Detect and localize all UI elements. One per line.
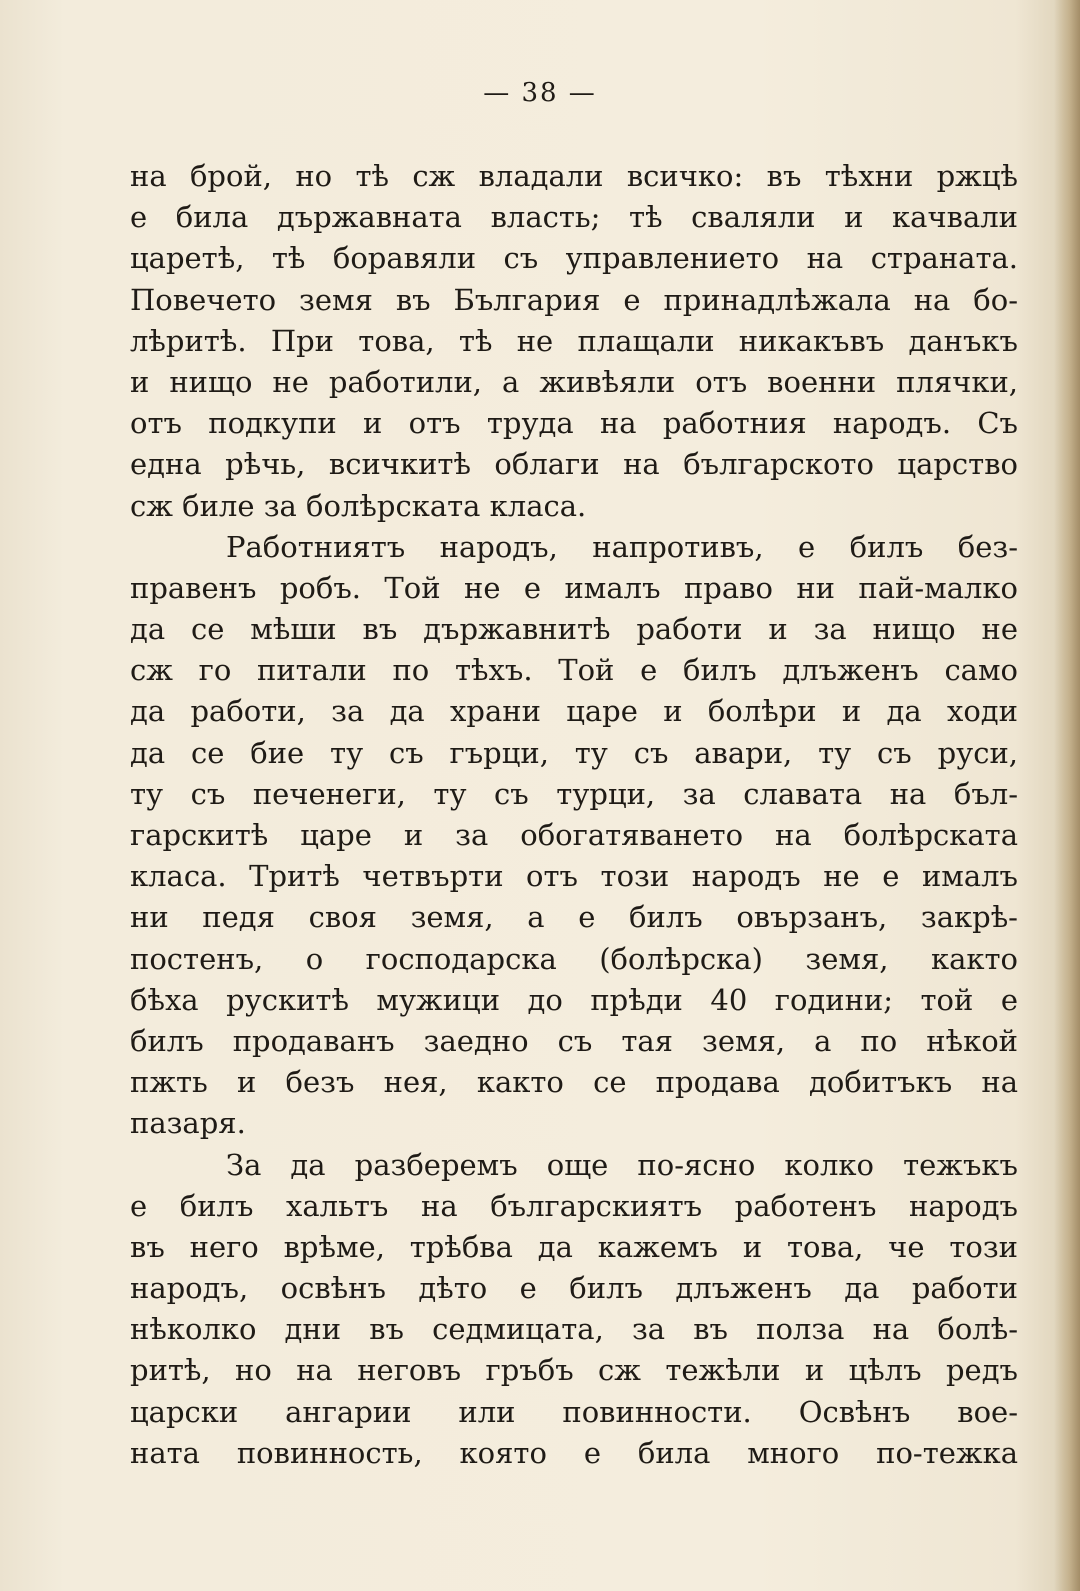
text-line: нѣколко дни въ седмицата, за въ полза на болѣ- [130,1312,1018,1347]
text-line: Повечето земя въ България е принадлѣжала на бо- [130,282,1018,317]
text-line: и нищо не работили, а живѣяли отъ военни плячки, [130,364,1018,399]
text-line: ритѣ, но на неговъ гръбъ сж тежѣли и цѣлъ редъ [130,1353,1018,1388]
text-line: да работи, за да храни царе и болѣри и да ходи [130,694,1018,729]
text-line: ту съ печенеги, ту съ турци, за славата на бъл- [130,776,1018,811]
text-line: ната повинность, която е била много по-тежка [130,1435,1018,1470]
text-line: царетѣ, тѣ боравяли съ управлението на страната. [130,241,1018,276]
text-line: народъ, освѣнъ дѣто е билъ длъженъ да работи [130,1271,1018,1306]
text-line: въ него врѣме, трѣбва да кажемъ и това, че този [130,1229,1018,1264]
text-line: е била държавната власть; тѣ сваляли и качвали [130,200,1018,235]
text-line: е билъ хальтъ на българскиятъ работенъ народъ [130,1188,1018,1223]
paragraph-start-line: За да разберемъ още по-ясно колко тежъкъ [226,1147,1018,1182]
paragraph-start-line: Работниятъ народъ, напротивъ, е билъ без- [226,529,1018,564]
text-line: една рѣчь, всичкитѣ облаги на българското царство [130,447,1018,482]
paragraph-end-line: пазаря. [130,1106,246,1141]
text-line: правенъ робъ. Той не е ималъ право ни пай-малко [130,570,1018,605]
text-line: ни педя своя земя, а е билъ овързанъ, закрѣ- [130,900,1018,935]
text-line: да се мѣши въ държавнитѣ работи и за нищо не [130,612,1018,647]
body-text [130,156,1018,1474]
page-number: — 38 — [483,78,597,108]
text-line: отъ подкупи и отъ труда на работния народъ. Съ [130,406,1018,441]
text-line: да се бие ту съ гърци, ту съ авари, ту съ руси, [130,735,1018,770]
text-line: гарскитѣ царе и за обогатяването на болѣрската [130,818,1018,852]
text-line: на брой, но тѣ сж владали всичко: въ тѣхни ржцѣ [130,159,1018,193]
text-line: пжть и безъ нея, както се продава добитъкъ на [130,1065,1018,1100]
text-line: постенъ, о господарска (болѣрска) земя, както [130,941,1018,976]
text-line: билъ продаванъ заедно съ тая земя, а по нѣкой [130,1023,1018,1058]
text-line: лѣритѣ. При това, тѣ не плащали никакъвъ данъкъ [130,323,1018,358]
text-line: царски ангарии или повинности. Освѣнъ вое- [130,1394,1018,1429]
text-line: сж го питали по тѣхъ. Той е билъ длъженъ само [130,653,1018,688]
text-line: бѣха рускитѣ мужици до прѣди 40 години; той е [130,982,1018,1017]
text-line: класа. Тритѣ четвърти отъ този народъ не е ималъ [130,859,1018,894]
page-edge-shadow [1054,0,1080,1591]
paragraph-end-line: сж биле за болѣрската класа. [130,488,587,523]
